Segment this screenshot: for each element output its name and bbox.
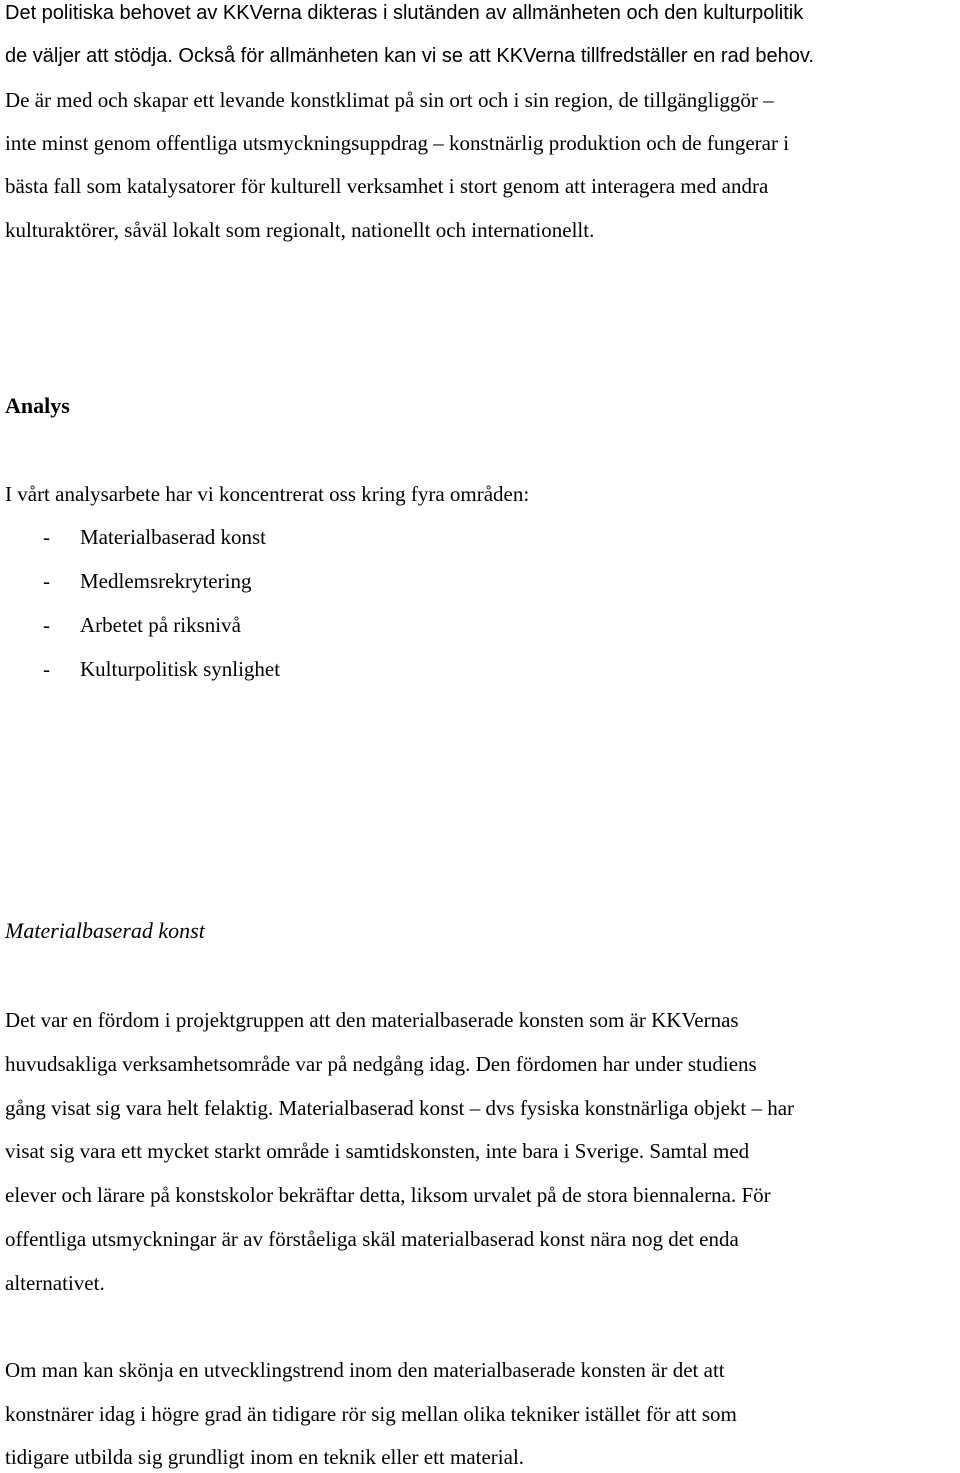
list-dash: - [43, 569, 50, 593]
intro-line-4: inte minst genom offentliga utsmyckningsuppdrag – konstnärlig produktion och de fungerar i [5, 131, 790, 155]
paragraph-1-line-1: Det var en fördom i projektgruppen att den materialbaserade konsten som är KKVernas [5, 1008, 739, 1032]
list-dash: - [43, 613, 50, 637]
analys-heading: Analys [5, 393, 70, 418]
section-heading: Materialbaserad konst [5, 918, 205, 943]
paragraph-1-line-4: visat sig vara ett mycket starkt område i samtidskonsten, inte bara i Sverige. Samtal med [5, 1139, 750, 1163]
paragraph-1-line-6: offentliga utsmyckningar är av förståeliga skäl materialbaserad konst nära nog det enda [5, 1227, 739, 1251]
paragraph-1-line-3: gång visat sig vara helt felaktig. Materialbaserad konst – dvs fysiska konstnärliga objekt – har [5, 1096, 795, 1120]
intro-line-3: De är med och skapar ett levande konstklimat på sin ort och i sin region, de tillgängliggör – [5, 88, 774, 112]
analys-intro: I vårt analysarbete har vi koncentrerat oss kring fyra områden: [5, 482, 530, 506]
intro-line-6: kulturaktörer, såväl lokalt som regionalt, nationellt och internationellt. [5, 218, 595, 242]
list-item-text: Arbetet på riksnivå [80, 613, 241, 637]
paragraph-1-line-2: huvudsakliga verksamhetsområde var på nedgång idag. Den fördomen har under studiens [5, 1052, 757, 1076]
paragraph-2-line-2: konstnärer idag i högre grad än tidigare rör sig mellan olika tekniker istället för att som [5, 1402, 737, 1426]
list-item-text: Kulturpolitisk synlighet [80, 657, 281, 681]
list-item-text: Materialbaserad konst [80, 525, 267, 549]
intro-line-2: de väljer att stödja. Också för allmänheten kan vi se att KKVerna tillfredställer en rad behov. [5, 45, 814, 67]
paragraph-1-line-7: alternativet. [5, 1271, 105, 1295]
paragraph-2-line-3: tidigare utbilda sig grundligt inom en teknik eller ett material. [5, 1445, 525, 1469]
paragraph-1-line-5: elever och lärare på konstskolor bekräftar detta, liksom urvalet på de stora biennalerna. För [5, 1183, 771, 1207]
intro-line-5: bästa fall som katalysatorer för kulturell verksamhet i stort genom att interagera med andra [5, 174, 769, 198]
intro-line-1: Det politiska behovet av KKVerna dikteras i slutänden av allmänheten och den kulturpolitik [5, 2, 804, 24]
paragraph-2-line-1: Om man kan skönja en utvecklingstrend inom den materialbaserade konsten är det att [5, 1358, 725, 1382]
list-item-text: Medlemsrekrytering [80, 569, 252, 593]
list-dash: - [43, 525, 50, 549]
list-dash: - [43, 657, 50, 681]
